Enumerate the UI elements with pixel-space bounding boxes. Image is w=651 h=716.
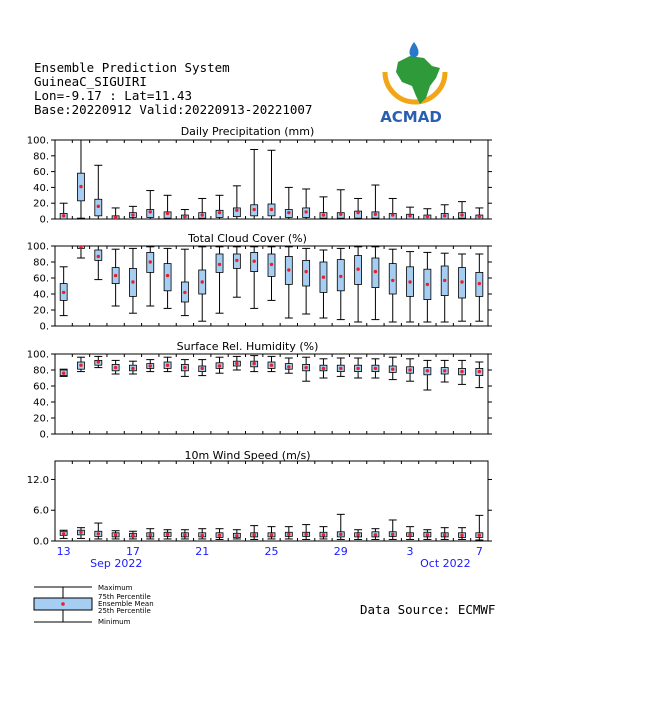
x-day-label: 3 — [406, 545, 414, 558]
mean-dot — [460, 213, 463, 216]
mean-dot — [304, 366, 307, 369]
mean-dot — [356, 211, 359, 214]
header-line-1: Ensemble Prediction System — [34, 60, 230, 75]
mean-dot — [183, 215, 186, 218]
x-day-label: 21 — [195, 545, 210, 558]
mean-dot — [218, 263, 221, 266]
mean-dot — [201, 367, 204, 370]
panel-2 — [27, 232, 492, 333]
x-day-label: 7 — [475, 545, 483, 558]
mean-dot — [235, 209, 238, 212]
mean-dot — [149, 533, 152, 536]
mean-dot — [79, 531, 82, 534]
x-day-label: 13 — [56, 545, 71, 558]
mean-dot — [443, 214, 446, 217]
legend-min-label: Minimum — [98, 618, 131, 626]
mean-dot — [408, 214, 411, 217]
mean-dot — [62, 372, 65, 375]
y-tick-label: 20. — [33, 305, 49, 317]
mean-dot — [287, 365, 290, 368]
mean-dot — [114, 366, 117, 369]
x-day-label: 25 — [264, 545, 279, 558]
acmad-logo — [380, 42, 445, 126]
y-tick-label: 0. — [39, 214, 49, 226]
mean-dot — [339, 367, 342, 370]
mean-dot — [183, 291, 186, 294]
mean-dot — [252, 362, 255, 365]
y-tick-label: 40. — [33, 289, 49, 301]
mean-dot — [62, 291, 65, 294]
logo-text: ACMAD — [380, 108, 442, 126]
mean-dot — [114, 533, 117, 536]
mean-dot — [114, 274, 117, 277]
y-tick-label: 80. — [33, 257, 49, 269]
mean-dot — [460, 280, 463, 283]
mean-dot — [339, 213, 342, 216]
mean-dot — [166, 533, 169, 536]
y-tick-label: 40. — [33, 397, 49, 409]
legend-mean-label: Ensemble Mean — [98, 600, 154, 608]
mean-dot — [235, 362, 238, 365]
mean-dot — [374, 367, 377, 370]
x-day-label: 17 — [125, 545, 140, 558]
mean-dot — [218, 211, 221, 214]
mean-dot — [131, 280, 134, 283]
mean-dot — [322, 213, 325, 216]
mean-dot — [426, 369, 429, 372]
mean-dot — [183, 533, 186, 536]
mean-dot — [97, 205, 100, 208]
mean-dot — [97, 360, 100, 363]
mean-dot — [460, 370, 463, 373]
legend-p75-label: 75th Percentile — [98, 593, 151, 601]
y-tick-label: 60. — [33, 381, 49, 393]
x-month-label: Oct 2022 — [420, 557, 471, 570]
data-source: Data Source: ECMWF — [360, 602, 496, 617]
mean-dot — [408, 280, 411, 283]
mean-dot — [235, 534, 238, 537]
y-tick-label: 100. — [26, 135, 49, 147]
mean-dot — [166, 212, 169, 215]
y-tick-label: 6.0 — [33, 505, 49, 517]
mean-dot — [322, 367, 325, 370]
mean-dot — [270, 263, 273, 266]
mean-dot — [201, 534, 204, 537]
mean-dot — [426, 533, 429, 536]
mean-dot — [322, 533, 325, 536]
mean-dot — [478, 534, 481, 537]
mean-dot — [270, 208, 273, 211]
mean-dot — [287, 533, 290, 536]
y-tick-label: 100. — [26, 349, 49, 361]
legend-mean-dot — [61, 602, 65, 606]
mean-dot — [218, 364, 221, 367]
mean-dot — [304, 533, 307, 536]
panel-3 — [27, 340, 492, 441]
y-tick-label: 80. — [33, 365, 49, 377]
mean-dot — [304, 210, 307, 213]
mean-dot — [201, 213, 204, 216]
mean-dot — [270, 533, 273, 536]
mean-dot — [287, 211, 290, 214]
mean-dot — [79, 245, 82, 248]
y-tick-label: 0.0 — [33, 536, 49, 548]
panel-title: Total Cloud Cover (%) — [188, 232, 307, 245]
y-tick-label: 40. — [33, 182, 49, 194]
mean-dot — [356, 533, 359, 536]
mean-dot — [356, 268, 359, 271]
mean-dot — [252, 260, 255, 263]
y-tick-label: 80. — [33, 151, 49, 163]
panel-1 — [27, 125, 492, 226]
mean-dot — [356, 367, 359, 370]
mean-dot — [374, 213, 377, 216]
mean-dot — [443, 533, 446, 536]
mean-dot — [322, 276, 325, 279]
legend-max-label: Maximum — [98, 584, 133, 592]
mean-dot — [374, 270, 377, 273]
mean-dot — [252, 208, 255, 211]
y-tick-label: 60. — [33, 167, 49, 179]
x-axis-labels — [57, 545, 483, 570]
header-line-2: GuineaC_SIGUIRI — [34, 74, 147, 89]
mean-dot — [131, 367, 134, 370]
mean-dot — [478, 370, 481, 373]
mean-dot — [79, 364, 82, 367]
mean-dot — [391, 279, 394, 282]
mean-dot — [287, 268, 290, 271]
mean-dot — [166, 364, 169, 367]
mean-dot — [426, 215, 429, 218]
mean-dot — [478, 215, 481, 218]
header-line-4: Base:20220912 Valid:20220913-20221007 — [34, 102, 313, 117]
mean-dot — [79, 185, 82, 188]
mean-dot — [97, 532, 100, 535]
mean-dot — [339, 533, 342, 536]
legend-p25-label: 25th Percentile — [98, 607, 151, 615]
mean-dot — [201, 280, 204, 283]
mean-dot — [339, 275, 342, 278]
mean-dot — [443, 369, 446, 372]
mean-dot — [478, 282, 481, 285]
panel-title: Daily Precipitation (mm) — [180, 125, 315, 138]
mean-dot — [114, 216, 117, 219]
y-tick-label: 20. — [33, 198, 49, 210]
panel-title: Surface Rel. Humidity (%) — [176, 340, 319, 353]
x-day-label: 29 — [333, 545, 348, 558]
mean-dot — [374, 533, 377, 536]
mean-dot — [62, 532, 65, 535]
mean-dot — [235, 259, 238, 262]
panels — [27, 125, 492, 548]
panel-4 — [27, 449, 492, 548]
mean-dot — [62, 214, 65, 217]
mean-dot — [149, 260, 152, 263]
mean-dot — [166, 274, 169, 277]
mean-dot — [252, 533, 255, 536]
mean-dot — [391, 533, 394, 536]
mean-dot — [270, 364, 273, 367]
y-tick-label: 20. — [33, 413, 49, 425]
mean-dot — [460, 534, 463, 537]
mean-dot — [149, 210, 152, 213]
mean-dot — [408, 368, 411, 371]
mean-dot — [443, 279, 446, 282]
header-line-3: Lon=-9.17 : Lat=11.43 — [34, 88, 193, 103]
mean-dot — [391, 213, 394, 216]
mean-dot — [149, 364, 152, 367]
mean-dot — [426, 283, 429, 286]
mean-dot — [131, 534, 134, 537]
panel-title: 10m Wind Speed (m/s) — [184, 449, 311, 462]
mean-dot — [183, 366, 186, 369]
mean-dot — [97, 255, 100, 258]
x-month-label: Sep 2022 — [90, 557, 143, 570]
mean-dot — [391, 368, 394, 371]
y-tick-label: 60. — [33, 273, 49, 285]
y-tick-label: 100. — [26, 241, 49, 253]
y-tick-label: 0. — [39, 321, 49, 333]
mean-dot — [218, 534, 221, 537]
y-tick-label: 0. — [39, 429, 49, 441]
mean-dot — [408, 533, 411, 536]
mean-dot — [131, 213, 134, 216]
y-tick-label: 12.0 — [26, 474, 49, 486]
legend — [34, 584, 154, 626]
logo-drop-icon — [410, 42, 419, 58]
mean-dot — [304, 270, 307, 273]
